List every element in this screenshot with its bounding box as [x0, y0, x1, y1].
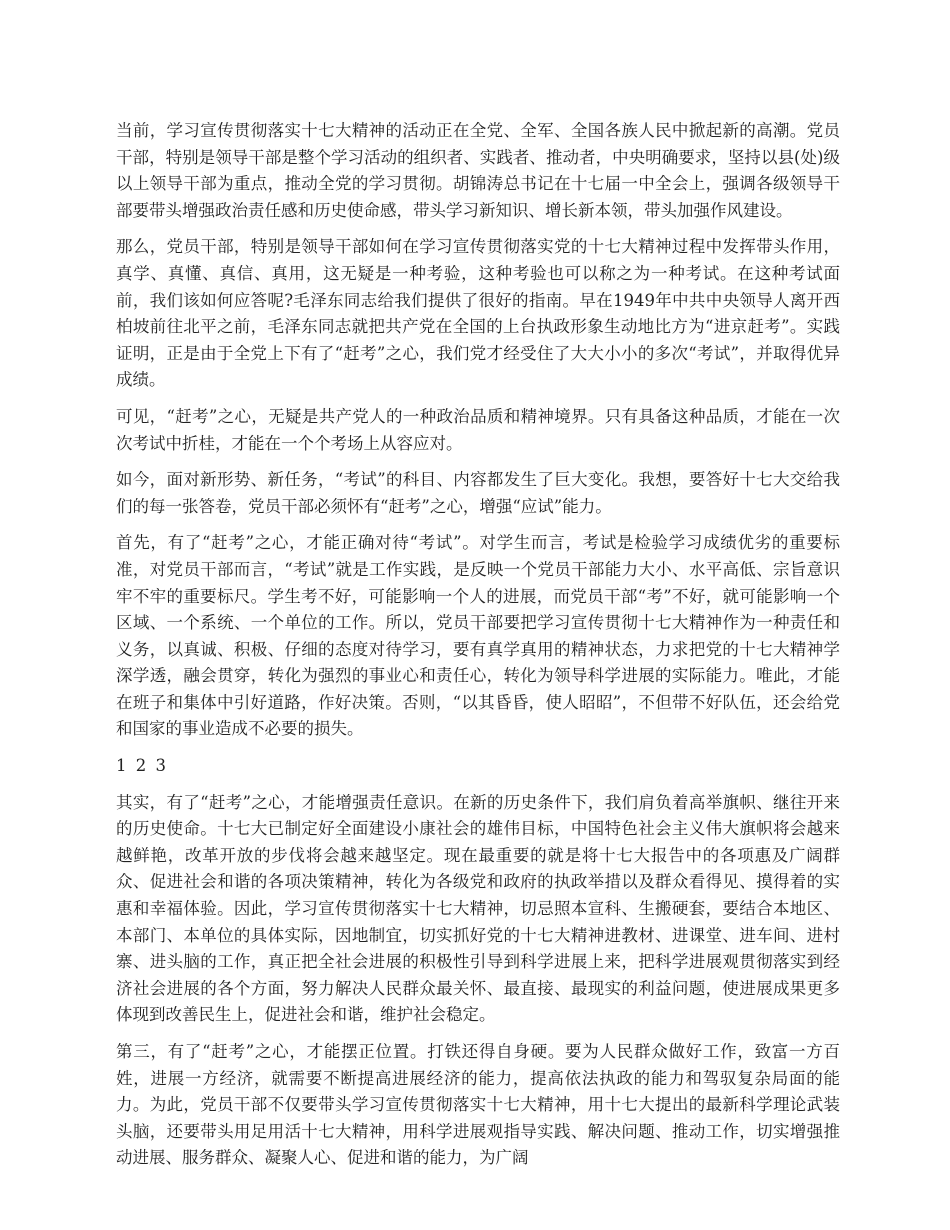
paragraph-intro: 当前，学习宣传贯彻落实十七大精神的活动正在全党、全军、全国各族人民中掀起新的高潮。党员干部，特别是领导干部是整个学习活动的组织者、实践者、推动者，中央明确要求，坚持以县(处)级以上领导干部为重点，推动全党的学习贯彻。胡锦涛总书记在十七届一中全会上，强调各级领导干部要带头增强政治责任感和历史使命感，带头学习新知识、增长新本领，带头加强作风建设。 — [116, 121, 840, 220]
paragraph-third-point: 第三，有了“赶考”之心，才能摆正位置。打铁还得自身硬。要为人民群众做好工作，致富一方百姓，进展一方经济，就需要不断提高进展经济的能力，提高依法执政的能力和驾驭复杂局面的能力。为此，党员干部不仅要带头学习宣传贯彻落实十七大精神，用十七大提出的最新科学理论武装头脑，还要带头用足用活十七大精神，用科学进展观指导实践、解决问题、推动工作，切实增强推动进展、服务群众、凝聚人心、促进和谐的能力，为广阔 — [116, 1042, 840, 1168]
paragraph-exam-spirit: 可见，“赶考”之心，无疑是共产党人的一种政治品质和精神境界。只有具备这种品质，才能在一次次考试中折桂，才能在一个个考场上从容应对。 — [116, 406, 840, 453]
paragraph-new-tasks: 如今，面对新形势、新任务，“考试”的科目、内容都发生了巨大变化。我想，要答好十七大交给我们的每一张答卷，党员干部必须怀有“赶考”之心，增强“应试”能力。 — [116, 470, 840, 516]
paragraph-exam-analogy: 那么，党员干部，特别是领导干部如何在学习宣传贯彻落实党的十七大精神过程中发挥带头作用，真学、真懂、真信、真用，这无疑是一种考验，这种考验也可以称之为一种考试。在这种考试面前，我们该如何应答呢?毛泽东同志给我们提供了很好的指南。早在1949年中共中央领导人离开西柏坡前往北平之前，毛泽东同志就把共产党在全国的上台执政形象生动地比方为“进京赶考”。实践证明，正是由于全党上下有了“赶考”之心，我们党才经受住了大大小小的多次“考试”，并取得优异成绩。 — [116, 237, 840, 390]
paragraph-first-point: 首先，有了“赶考”之心，才能正确对待“考试”。对学生而言，考试是检验学习成绩优劣的重要标准，对党员干部而言，“考试”就是工作实践，是反映一个党员干部能力大小、水平高低、宗旨意识牢不牢的重要标尺。学生考不好，可能影响一个人的进展，而党员干部“考”不好，就可能影响一个区域、一个系统、一个单位的工作。所以，党员干部要把学习宣传贯彻十七大精神作为一种责任和义务，以真诚、积极、仔细的态度对待学习，要有真学真用的精神状态，力求把党的十七大精神学深学透，融会贯穿，转化为强烈的事业心和责任心，转化为领导科学进展的实际能力。唯此，才能在班子和集体中引好道路，作好决策。否则，“以其昏昏，使人昭昭”，不但带不好队伍，还会给党和国家的事业造成不必要的损失。 — [116, 533, 840, 739]
page-numbers[interactable]: 1 2 3 — [116, 756, 168, 776]
paragraph-second-point: 其实，有了“赶考”之心，才能增强责任意识。在新的历史条件下，我们肩负着高举旗帜、继往开来的历史使命。十七大已制定好全面建设小康社会的雄伟目标，中国特色社会主义伟大旗帜将会越来越鲜艳，改革开放的步伐将会越来越坚定。现在最重要的就是将十七大报告中的各项惠及广阔群众、促进社会和谐的各项决策精神，转化为各级党和政府的执政举措以及群众看得见、摸得着的实惠和幸福体验。因此，学习宣传贯彻落实十七大精神，切忌照本宣科、生搬硬套，要结合本地区、本部门、本单位的具体实际，因地制宜，切实抓好党的十七大精神进教材、进课堂、进车间、进村寨、进头脑的工作，真正把全社会进展的积极性引导到科学进展上来，把科学进展观贯彻落实到经济社会进展的各个方面，努力解决人民群众最关怀、最直接、最现实的利益问题，使进展成果更多体现到改善民生上，促进社会和谐，维护社会稳定。 — [116, 792, 840, 1025]
document-body — [116, 118, 840, 1182]
